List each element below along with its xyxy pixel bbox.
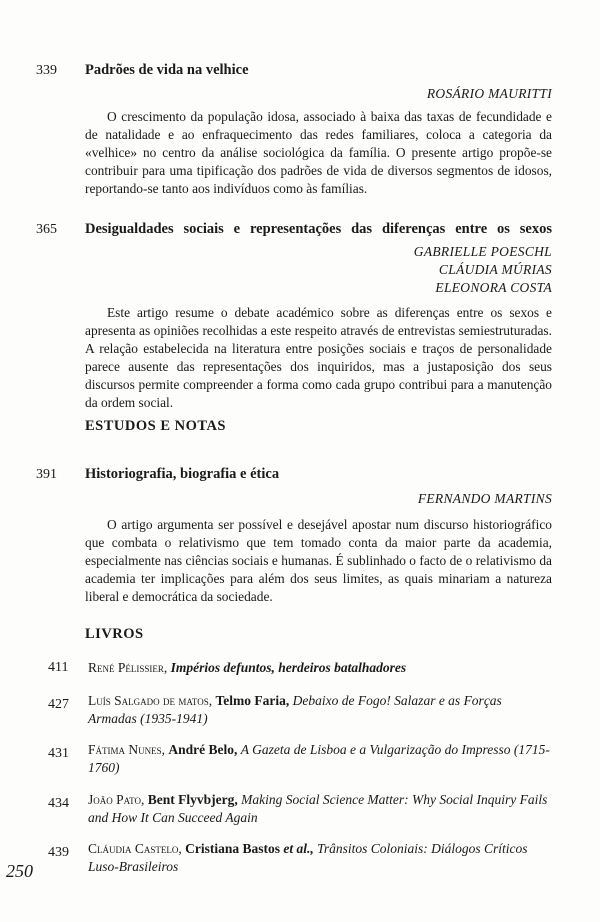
- article-page-number: 339: [36, 63, 57, 78]
- book-review-entry: [88, 692, 553, 728]
- article-authors: [414, 243, 552, 297]
- book-title: Making Social Science Matter: Why Social Inquiry Fails and How It Can Succeed Again: [88, 792, 548, 825]
- reviewer-name: Luís Salgado de matos,: [88, 693, 213, 708]
- article-author: CLÁUDIA MÚRIAS: [438, 262, 552, 277]
- book-title: Impérios defuntos, herdeiros batalhadores: [170, 660, 407, 675]
- article-title: Historiografia, biografia e ética: [85, 466, 280, 482]
- article-title: Padrões de vida na velhice: [85, 62, 249, 78]
- book-author: Telmo Faria,: [215, 693, 290, 708]
- book-title: Debaixo de Fogo! Salazar e as Forças Armadas (1935-1941): [88, 693, 502, 726]
- section-heading: LIVROS: [85, 626, 144, 642]
- reviewer-name: João Pato,: [88, 792, 145, 807]
- article-page-number: 365: [36, 222, 57, 237]
- book-review-entry: [88, 840, 553, 876]
- article-author: ELEONORA COSTA: [435, 280, 552, 295]
- book-author: Cristiana Bastos: [185, 841, 281, 856]
- article-title: Desigualdades sociais e representações das diferenças entre os sexos: [85, 221, 552, 237]
- book-author: André Belo,: [168, 742, 238, 757]
- book-title: A Gazeta de Lisboa e a Vulgarização do Impresso (1715-1760): [88, 742, 550, 775]
- book-page-number: 434: [48, 796, 69, 811]
- article-author: FERNANDO MARTINS: [417, 491, 552, 506]
- section-heading: ESTUDOS E NOTAS: [85, 418, 226, 434]
- article-author: GABRIELLE POESCHL: [413, 244, 552, 259]
- page-folio: 250: [6, 861, 33, 881]
- reviewer-name: René Pélissier,: [88, 660, 168, 675]
- book-review-entry: [88, 741, 553, 777]
- reviewer-name: Cláudia Castelo,: [88, 841, 182, 856]
- book-title: Trânsitos Coloniais: Diálogos Críticos Luso-Brasileiros: [88, 841, 528, 874]
- book-review-entry: [88, 659, 553, 677]
- book-review-entry: [88, 791, 553, 827]
- book-page-number: 431: [48, 746, 69, 761]
- book-author: Bent Flyvbjerg,: [147, 792, 238, 807]
- book-page-number: 439: [48, 845, 69, 860]
- article-abstract: O crescimento da população idosa, associado à baixa das taxas de fecundidade e de natalidade e ao enfraquecimento das redes familiares, coloca a categoria da «velhice» no centro da análise sociológica da família. O presente artigo propõe-se contribuir para uma tipificação dos padrões de vida de diversos segmentos de idosos, reportando-se tanto aos indivíduos como às famílias.: [85, 109, 552, 196]
- article-page-number: 391: [36, 467, 57, 482]
- article-abstract: Este artigo resume o debate académico sobre as diferenças entre os sexos e apresenta as opiniões recolhidas a este respeito através de entrevistas semiestruturadas. A relação estabelecida na literatura entre posições sociais e traços de personalidade parece ausente das representações dos inquiridos, mas a justaposição dos seus discursos permite compreender a forma como cada grupo contribui para a manutenção da ordem social.: [85, 305, 552, 410]
- article-author: ROSÁRIO MAURITTI: [426, 86, 552, 101]
- book-page-number: 427: [48, 697, 69, 712]
- et-al-marker: et al.,: [283, 841, 314, 856]
- book-page-number: 411: [48, 660, 69, 675]
- reviewer-name: Fátima Nunes,: [88, 742, 166, 757]
- article-abstract: O artigo argumenta ser possível e desejável apostar num discurso historiográfico que combata o relativismo que tem tomado conta da maior parte da academia, especialmente nas ciências sociais e humanas. É sublinhado o facto de o relativismo da academia ter implicações para além dos seus limites, as quais minariam a natureza liberal e democrática da sociedade.: [85, 517, 552, 604]
